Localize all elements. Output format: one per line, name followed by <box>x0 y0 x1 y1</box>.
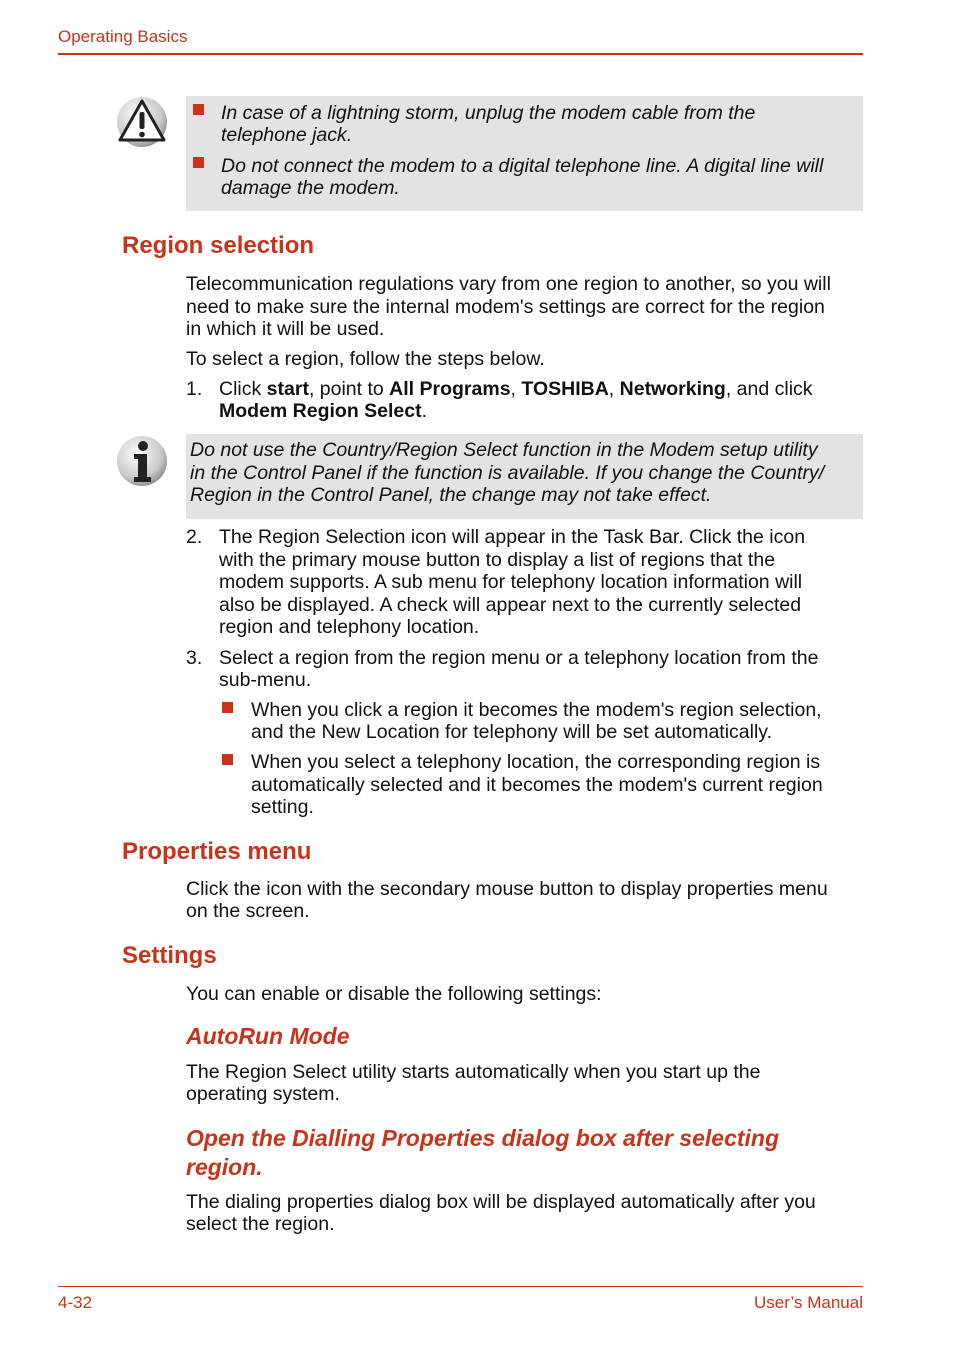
bullet-marker <box>222 702 233 713</box>
step-text: , and click <box>725 378 813 400</box>
step-3-bullet-2-line: setting. <box>251 796 314 818</box>
step-1-line-1 <box>219 378 813 401</box>
ui-term-modem-region-select: Modem Region Select <box>219 400 422 422</box>
info-icon <box>116 435 168 487</box>
page-number: 4-32 <box>58 1293 93 1312</box>
step-3-bullet-2-line: When you select a telephony location, the corresponding region is <box>251 751 821 773</box>
paragraph-line: select the region. <box>186 1213 335 1235</box>
step-1-line-2 <box>219 400 427 423</box>
step-2-line: also be displayed. A check will appear next to the currently selected <box>219 594 802 616</box>
step-3-line: sub-menu. <box>219 669 312 691</box>
step-text: Click <box>219 378 267 400</box>
step-text: . <box>421 400 428 422</box>
step-number: 3. <box>186 647 203 669</box>
paragraph-line: The dialing properties dialog box will be displayed automatically after you <box>186 1191 816 1213</box>
heading-dialling-properties-cont: region. <box>186 1154 263 1180</box>
heading-dialling-properties: Open the Dialling Properties dialog box after selecting <box>186 1125 780 1151</box>
step-3-bullet-2-line: automatically selected and it becomes the modem's current region <box>251 774 823 796</box>
heading-region-selection: Region selection <box>122 232 315 259</box>
step-3-bullet-1-line: When you click a region it becomes the modem's region selection, <box>251 699 822 721</box>
paragraph-line: The Region Select utility starts automatically when you start up the <box>186 1061 761 1083</box>
ui-term-networking: Networking <box>619 378 726 400</box>
header-rule <box>58 53 863 55</box>
paragraph-line: on the screen. <box>186 900 310 922</box>
warning-item-1-line-2: telephone jack. <box>221 124 353 146</box>
step-3-line: Select a region from the region menu or a telephony location from the <box>219 647 819 669</box>
manual-title: User’s Manual <box>754 1293 863 1312</box>
paragraph-line: in which it will be used. <box>186 318 385 340</box>
ui-term-toshiba: TOSHIBA <box>521 378 609 400</box>
step-2-line: The Region Selection icon will appear in the Task Bar. Click the icon <box>219 526 806 548</box>
ui-term-all-programs: All Programs <box>389 378 511 400</box>
bullet-marker <box>222 754 233 765</box>
paragraph-line: operating system. <box>186 1083 340 1105</box>
step-number: 1. <box>186 378 203 400</box>
bullet-marker <box>193 157 204 168</box>
warning-item-1-line-1: In case of a lightning storm, unplug the modem cable from the <box>221 102 756 124</box>
step-2-line: region and telephony location. <box>219 616 480 638</box>
note-line: in the Control Panel if the function is available. If you change the Country/ <box>190 462 825 484</box>
step-number: 2. <box>186 526 203 548</box>
step-text: , <box>510 378 522 400</box>
heading-properties-menu: Properties menu <box>122 838 312 865</box>
bullet-marker <box>193 104 204 115</box>
warning-item-2-line-1: Do not connect the modem to a digital telephone line. A digital line will <box>221 155 824 177</box>
paragraph-line: Telecommunication regulations vary from one region to another, so you will <box>186 273 831 295</box>
step-2-line: with the primary mouse button to display a list of regions that the <box>219 549 776 571</box>
ui-term-start: start <box>266 378 309 400</box>
step-3-bullet-1-line: and the New Location for telephony will be set automatically. <box>251 721 773 743</box>
footer-rule <box>58 1286 863 1287</box>
note-line: Region in the Control Panel, the change may not take effect. <box>190 484 712 506</box>
paragraph-line: need to make sure the internal modem's settings are correct for the region <box>186 296 825 318</box>
paragraph-line: To select a region, follow the steps below. <box>186 348 545 370</box>
heading-settings: Settings <box>122 942 217 969</box>
warning-item-2-line-2: damage the modem. <box>221 177 400 199</box>
running-header: Operating Basics <box>58 27 188 46</box>
paragraph-line: You can enable or disable the following settings: <box>186 983 602 1005</box>
step-2-line: modem supports. A sub menu for telephony location information will <box>219 571 803 593</box>
note-line: Do not use the Country/Region Select function in the Modem setup utility <box>190 439 818 461</box>
step-text: , point to <box>308 378 390 400</box>
step-text: , <box>608 378 620 400</box>
warning-triangle-icon <box>116 96 168 148</box>
paragraph-line: Click the icon with the secondary mouse button to display properties menu <box>186 878 828 900</box>
heading-autorun-mode: AutoRun Mode <box>186 1023 350 1049</box>
